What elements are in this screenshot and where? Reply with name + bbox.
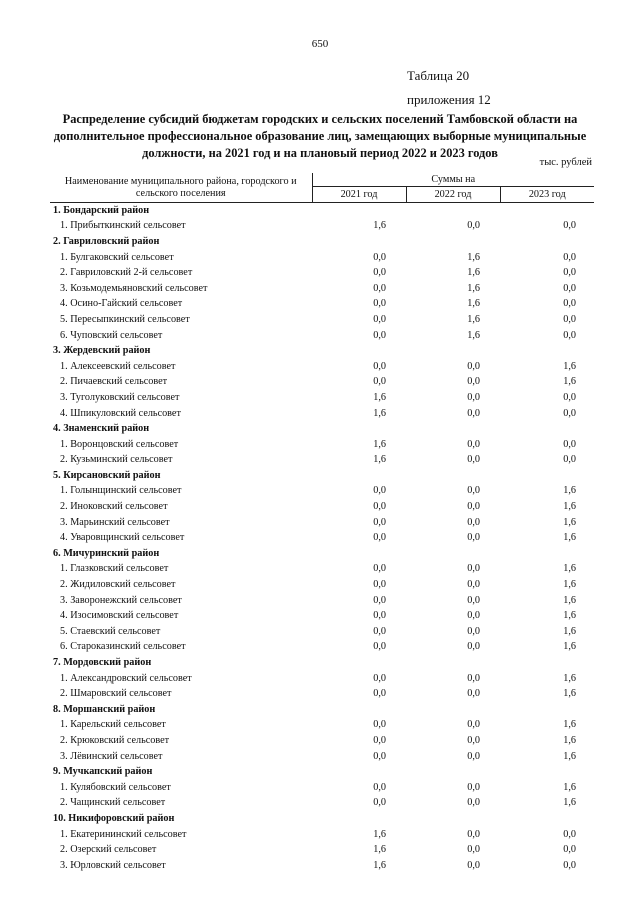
value-2021: 0,0	[373, 313, 386, 325]
settlement-row	[50, 436, 594, 452]
settlement-name: 2. Крюковский сельсовет	[60, 734, 170, 746]
settlement-row	[50, 249, 594, 265]
district-name: 6. Мичуринский район	[53, 547, 160, 559]
value-2021: 0,0	[373, 594, 386, 606]
value-2021: 0,0	[373, 719, 386, 731]
value-2021: 0,0	[373, 360, 386, 372]
value-2023: 1,6	[563, 485, 577, 497]
value-2021: 0,0	[373, 672, 386, 684]
value-2021: 0,0	[373, 376, 386, 388]
settlement-name: 3. Юрловский сельсовет	[60, 859, 166, 871]
value-2022: 1,6	[467, 298, 480, 310]
value-2021: 0,0	[373, 688, 386, 700]
settlement-row	[50, 717, 594, 733]
value-2022: 0,0	[467, 579, 480, 591]
value-2022: 0,0	[467, 672, 480, 684]
settlement-name: 6. Чуповский сельсовет	[60, 329, 163, 341]
appendix-reference: приложения 12	[407, 92, 491, 107]
value-2021: 1,6	[373, 391, 386, 403]
value-2022: 0,0	[467, 391, 480, 403]
value-2022: 0,0	[467, 688, 480, 700]
district-name: 5. Кирсановский район	[53, 469, 161, 481]
value-2023: 1,6	[563, 719, 577, 731]
settlement-name: 4. Шпикуловский сельсовет	[60, 407, 181, 419]
settlement-name: 5. Пересыпкинский сельсовет	[60, 313, 190, 325]
value-2023: 1,6	[563, 579, 577, 591]
settlement-row	[50, 405, 594, 421]
settlement-name: 1. Екатерининский сельсовет	[60, 828, 187, 840]
value-2023: 0,0	[563, 438, 577, 450]
value-2023: 1,6	[563, 501, 577, 513]
value-2022: 0,0	[467, 734, 480, 746]
settlement-name: 3. Козьмодемьяновский сельсовет	[60, 282, 208, 294]
value-2023: 0,0	[563, 329, 577, 341]
value-2021: 1,6	[373, 454, 386, 466]
settlement-name: 2. Шмаровский сельсовет	[60, 688, 172, 700]
value-2023: 0,0	[563, 313, 577, 325]
value-2021: 1,6	[373, 859, 386, 871]
value-2023: 0,0	[563, 282, 577, 294]
value-2022: 0,0	[467, 454, 480, 466]
column-header-year: 2022 год	[406, 187, 500, 203]
value-2021: 0,0	[373, 750, 386, 762]
column-header-year: 2021 год	[312, 187, 406, 203]
settlement-row	[50, 748, 594, 764]
settlement-row	[50, 265, 594, 281]
value-2023: 1,6	[563, 360, 577, 372]
value-2023: 1,6	[563, 688, 577, 700]
settlement-row	[50, 842, 594, 858]
value-2022: 0,0	[467, 610, 480, 622]
value-2021: 0,0	[373, 563, 386, 575]
settlement-name: 1. Воронцовский сельсовет	[60, 438, 179, 450]
value-2021: 1,6	[373, 828, 386, 840]
district-row	[50, 421, 594, 437]
settlement-name: 2. Чащинский сельсовет	[60, 797, 166, 809]
value-2023: 0,0	[563, 267, 577, 279]
settlement-row	[50, 280, 594, 296]
district-row	[50, 702, 594, 718]
value-2022: 0,0	[467, 438, 480, 450]
district-row	[50, 203, 594, 219]
value-2022: 1,6	[467, 282, 480, 294]
district-name: 9. Мучкапский район	[53, 766, 153, 778]
district-row	[50, 811, 594, 827]
district-name: 7. Мордовский район	[53, 657, 152, 669]
settlement-row	[50, 499, 594, 515]
value-2023: 0,0	[563, 298, 577, 310]
page-number: 650	[311, 38, 329, 50]
settlement-name: 2. Пичаевский сельсовет	[60, 376, 168, 388]
settlement-row	[50, 624, 594, 640]
value-2022: 0,0	[467, 859, 480, 871]
value-2023: 0,0	[563, 251, 577, 263]
table-header	[50, 173, 594, 203]
settlement-row	[50, 296, 594, 312]
value-2023: 0,0	[563, 391, 577, 403]
settlement-row	[50, 577, 594, 593]
value-2023: 1,6	[563, 610, 577, 622]
value-2021: 0,0	[373, 501, 386, 513]
value-2023: 1,6	[563, 672, 577, 684]
value-2021: 0,0	[373, 267, 386, 279]
value-2021: 0,0	[373, 485, 386, 497]
value-2023: 0,0	[563, 220, 577, 232]
value-2021: 0,0	[373, 610, 386, 622]
district-row	[50, 468, 594, 484]
column-header-sums: Суммы на	[312, 173, 594, 187]
district-name: 8. Моршанский район	[53, 703, 156, 715]
settlement-name: 2. Жидиловский сельсовет	[60, 579, 176, 591]
value-2022: 0,0	[467, 750, 480, 762]
value-2022: 0,0	[467, 220, 480, 232]
settlement-row	[50, 530, 594, 546]
settlement-row	[50, 779, 594, 795]
value-2021: 1,6	[373, 407, 386, 419]
settlement-name: 6. Староказинский сельсовет	[60, 641, 186, 653]
district-name: 2. Гавриловский район	[53, 235, 160, 247]
settlement-row	[50, 374, 594, 390]
value-2021: 0,0	[373, 282, 386, 294]
settlement-row	[50, 390, 594, 406]
value-2023: 0,0	[563, 454, 577, 466]
settlement-row	[50, 483, 594, 499]
value-2021: 0,0	[373, 734, 386, 746]
settlement-name: 3. Марьинский сельсовет	[60, 516, 170, 528]
value-2022: 0,0	[467, 719, 480, 731]
value-2022: 0,0	[467, 376, 480, 388]
value-2022: 0,0	[467, 485, 480, 497]
settlement-row	[50, 514, 594, 530]
value-2023: 1,6	[563, 532, 577, 544]
settlement-row	[50, 670, 594, 686]
settlement-row	[50, 312, 594, 328]
settlement-row	[50, 452, 594, 468]
settlement-name: 4. Осино-Гайский сельсовет	[60, 298, 183, 310]
units-label: тыс. рублей	[539, 157, 592, 168]
district-name: 3. Жердевский район	[53, 345, 151, 357]
value-2022: 0,0	[467, 781, 480, 793]
value-2023: 1,6	[563, 625, 577, 637]
settlement-name: 2. Кузьминский сельсовет	[60, 454, 173, 466]
value-2021: 1,6	[373, 438, 386, 450]
value-2023: 1,6	[563, 594, 577, 606]
value-2022: 0,0	[467, 844, 480, 856]
value-2022: 1,6	[467, 251, 480, 263]
value-2023: 1,6	[563, 641, 577, 653]
value-2021: 0,0	[373, 641, 386, 653]
value-2023: 1,6	[563, 516, 577, 528]
value-2021: 0,0	[373, 781, 386, 793]
settlement-row	[50, 857, 594, 873]
district-row	[50, 343, 594, 359]
value-2022: 0,0	[467, 625, 480, 637]
settlement-row	[50, 639, 594, 655]
value-2023: 0,0	[563, 407, 577, 419]
settlement-row	[50, 561, 594, 577]
subsidy-table	[50, 173, 594, 873]
value-2023: 1,6	[563, 781, 577, 793]
value-2021: 0,0	[373, 298, 386, 310]
settlement-name: 2. Иноковский сельсовет	[60, 501, 168, 513]
value-2022: 1,6	[467, 313, 480, 325]
table-number: Таблица 20	[407, 68, 470, 83]
value-2022: 1,6	[467, 329, 480, 341]
settlement-name: 3. Лёвинский сельсовет	[60, 750, 163, 762]
settlement-name: 1. Карельский сельсовет	[60, 719, 166, 731]
value-2022: 1,6	[467, 267, 480, 279]
value-2022: 0,0	[467, 563, 480, 575]
value-2021: 0,0	[373, 329, 386, 341]
settlement-row	[50, 795, 594, 811]
settlement-row	[50, 608, 594, 624]
column-header-year: 2023 год	[500, 187, 594, 203]
settlement-row	[50, 686, 594, 702]
settlement-name: 1. Голынщинский сельсовет	[60, 485, 182, 497]
settlement-name: 2. Гавриловский 2-й сельсовет	[60, 267, 193, 279]
district-name: 4. Знаменский район	[53, 423, 150, 435]
value-2022: 0,0	[467, 516, 480, 528]
value-2023: 0,0	[563, 828, 577, 840]
column-header-name: Наименование муниципального района, городского и сельского поселения	[50, 173, 312, 203]
value-2022: 0,0	[467, 360, 480, 372]
settlement-row	[50, 327, 594, 343]
settlement-name: 1. Глазковский сельсовет	[60, 563, 169, 575]
district-row	[50, 655, 594, 671]
settlement-row	[50, 826, 594, 842]
value-2022: 0,0	[467, 594, 480, 606]
settlement-name: 4. Уваровщинский сельсовет	[60, 532, 185, 544]
settlement-name: 2. Озерский сельсовет	[60, 844, 157, 856]
value-2021: 0,0	[373, 579, 386, 591]
settlement-name: 3. Туголуковский сельсовет	[60, 391, 180, 403]
district-row	[50, 764, 594, 780]
district-name: 10. Никифоровский район	[53, 812, 175, 824]
value-2022: 0,0	[467, 828, 480, 840]
district-row	[50, 546, 594, 562]
district-name: 1. Бондарский район	[53, 205, 150, 217]
value-2021: 0,0	[373, 516, 386, 528]
value-2021: 0,0	[373, 797, 386, 809]
value-2023: 1,6	[563, 376, 577, 388]
value-2021: 0,0	[373, 532, 386, 544]
value-2023: 1,6	[563, 734, 577, 746]
value-2022: 0,0	[467, 501, 480, 513]
document-title: Распределение субсидий бюджетам городских и сельских поселений Тамбовской области на дополнительное профессиональное образование лиц, замещающих выборные муниципальные должности, на 2021 год и на плановый период 2022 и 2023 годов	[53, 112, 587, 160]
value-2021: 1,6	[373, 844, 386, 856]
settlement-name: 3. Заворонежский сельсовет	[60, 594, 182, 606]
value-2022: 0,0	[467, 641, 480, 653]
settlement-row	[50, 218, 594, 234]
settlement-name: 1. Александровский сельсовет	[60, 672, 192, 684]
settlement-name: 5. Стаевский сельсовет	[60, 625, 161, 637]
value-2023: 0,0	[563, 859, 577, 871]
settlement-row	[50, 733, 594, 749]
settlement-row	[50, 358, 594, 374]
settlement-name: 4. Изосимовский сельсовет	[60, 610, 179, 622]
value-2022: 0,0	[467, 797, 480, 809]
settlement-name: 1. Алексеевский сельсовет	[60, 360, 176, 372]
table-body	[50, 203, 594, 874]
value-2023: 1,6	[563, 563, 577, 575]
value-2021: 1,6	[373, 220, 386, 232]
settlement-name: 1. Прибыткинский сельсовет	[60, 220, 186, 232]
value-2023: 1,6	[563, 750, 577, 762]
value-2022: 0,0	[467, 407, 480, 419]
district-row	[50, 234, 594, 250]
value-2023: 0,0	[563, 844, 577, 856]
value-2022: 0,0	[467, 532, 480, 544]
value-2021: 0,0	[373, 625, 386, 637]
settlement-name: 1. Кулябовский сельсовет	[60, 781, 171, 793]
value-2023: 1,6	[563, 797, 577, 809]
value-2021: 0,0	[373, 251, 386, 263]
settlement-row	[50, 592, 594, 608]
settlement-name: 1. Булгаковский сельсовет	[60, 251, 174, 263]
